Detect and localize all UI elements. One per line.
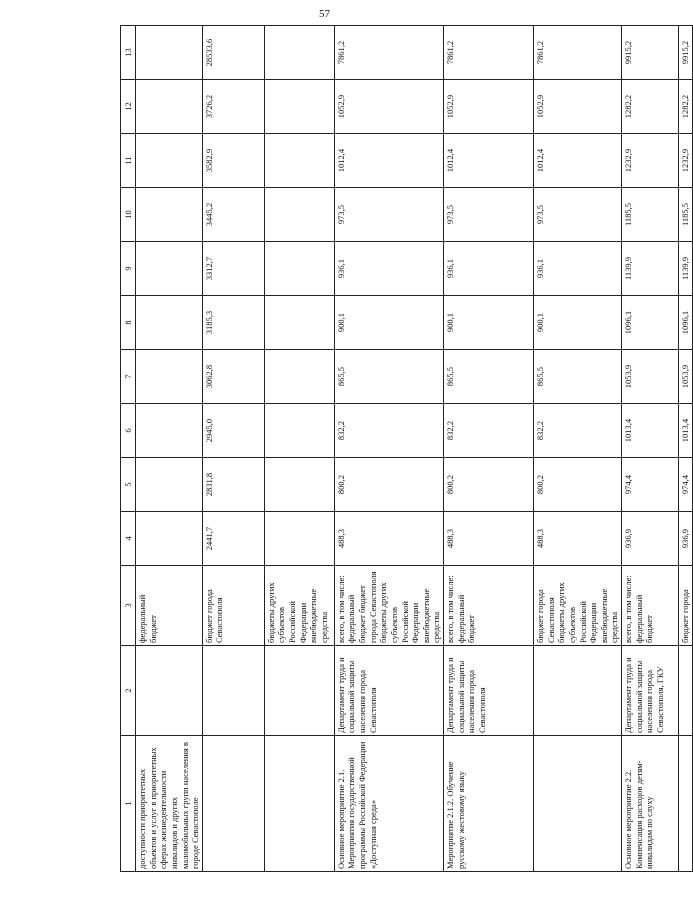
amount-cell: 865,5 <box>534 350 622 404</box>
amount-cell: 7861,2 <box>334 26 443 80</box>
executor-cell <box>534 646 622 736</box>
amount-cell <box>264 512 334 566</box>
column-header: 7 <box>121 350 136 404</box>
amount-cell: 832,2 <box>334 404 443 458</box>
amount-cell: 1052,9 <box>444 80 534 134</box>
amount-cell: 1012,4 <box>444 134 534 188</box>
amount-cell: 3445,2 <box>202 188 264 242</box>
amount-cell: 900,1 <box>444 296 534 350</box>
amount-cell: 865,5 <box>334 350 443 404</box>
program-table <box>120 25 693 872</box>
amount-cell <box>264 134 334 188</box>
amount-cell: 1013,4 <box>622 404 679 458</box>
amount-cell: 973,5 <box>444 188 534 242</box>
amount-cell: 7861,2 <box>444 26 534 80</box>
activity-name-cell <box>679 736 693 872</box>
amount-cell <box>264 404 334 458</box>
amount-cell <box>136 296 203 350</box>
header-row <box>121 26 136 872</box>
table-row <box>444 26 534 872</box>
column-header: 8 <box>121 296 136 350</box>
table-row <box>136 26 203 872</box>
amount-cell: 3582,9 <box>202 134 264 188</box>
amount-cell: 2441,7 <box>202 512 264 566</box>
amount-cell <box>136 350 203 404</box>
amount-cell: 1053,9 <box>679 350 693 404</box>
table-row <box>534 26 622 872</box>
amount-cell: 1185,5 <box>622 188 679 242</box>
amount-cell: 936,1 <box>534 242 622 296</box>
amount-cell: 800,2 <box>334 458 443 512</box>
amount-cell: 1013,4 <box>679 404 693 458</box>
executor-cell: Департамент труда и социальной защиты населения города Севастополя <box>444 646 534 736</box>
funding-source-cell: всего, в том числе: федеральный бюджет <box>622 566 679 646</box>
amount-cell <box>136 134 203 188</box>
amount-cell: 800,2 <box>444 458 534 512</box>
funding-source-cell: всего, в том числе: федеральный бюджет бюджет города Севастополя бюджеты других субъектов Российской Федерации внебюджетные средства <box>334 566 443 646</box>
amount-cell <box>136 512 203 566</box>
funding-source-cell: бюджеты других субъектов Российской Федерации внебюджетные средства <box>264 566 334 646</box>
amount-cell: 936,9 <box>622 512 679 566</box>
activity-name-cell: Мероприятие 2.1.2. Обучение русскому жестовому языку <box>444 736 534 872</box>
amount-cell: 832,2 <box>444 404 534 458</box>
amount-cell: 3062,8 <box>202 350 264 404</box>
activity-name-cell: Основное мероприятие 2.2. Компенсация расходов детям-инвалидам по слуху <box>622 736 679 872</box>
amount-cell <box>136 26 203 80</box>
executor-cell: Департамент труда и социальной защиты населения города Севастополя, ГКУ <box>622 646 679 736</box>
amount-cell: 1052,9 <box>334 80 443 134</box>
column-header: 3 <box>121 566 136 646</box>
amount-cell: 936,9 <box>679 512 693 566</box>
amount-cell <box>136 404 203 458</box>
amount-cell: 1232,9 <box>679 134 693 188</box>
column-header: 6 <box>121 404 136 458</box>
amount-cell: 3185,3 <box>202 296 264 350</box>
amount-cell: 1232,9 <box>622 134 679 188</box>
table-row <box>334 26 443 872</box>
funding-source-cell: бюджет города Севастополя бюджеты других субъектов Российской Федерации внебюджетные средства <box>534 566 622 646</box>
amount-cell: 1012,4 <box>534 134 622 188</box>
amount-cell: 936,1 <box>444 242 534 296</box>
amount-cell: 1139,9 <box>622 242 679 296</box>
amount-cell: 2831,8 <box>202 458 264 512</box>
activity-name-cell <box>202 736 264 872</box>
amount-cell <box>264 242 334 296</box>
executor-cell <box>202 646 264 736</box>
table-body <box>136 26 693 872</box>
executor-cell: Департамент труда и социальной защиты населения города Севастополя <box>334 646 443 736</box>
amount-cell: 973,5 <box>334 188 443 242</box>
table-row <box>264 26 334 872</box>
amount-cell: 900,1 <box>534 296 622 350</box>
column-header: 5 <box>121 458 136 512</box>
amount-cell: 2945,0 <box>202 404 264 458</box>
activity-name-cell: доступности приоритетных объектов и услуг в приоритетных сферах жизнедеятельности инвалидов и других маломобильных групп населения в городе Севастополе <box>136 736 203 872</box>
funding-source-cell: бюджет города Севастополя <box>202 566 264 646</box>
amount-cell: 974,4 <box>679 458 693 512</box>
column-header: 1 <box>121 736 136 872</box>
amount-cell <box>264 26 334 80</box>
amount-cell <box>264 188 334 242</box>
amount-cell: 936,1 <box>334 242 443 296</box>
amount-cell: 488,3 <box>334 512 443 566</box>
amount-cell <box>136 80 203 134</box>
amount-cell: 1139,9 <box>679 242 693 296</box>
amount-cell: 488,3 <box>444 512 534 566</box>
funding-source-cell: бюджет города <box>679 566 693 646</box>
amount-cell: 3726,2 <box>202 80 264 134</box>
amount-cell: 1282,2 <box>679 80 693 134</box>
activity-name-cell: Основное мероприятие 2.1. Мероприятия государственной программы Российской Федерации «Доступная среда» <box>334 736 443 872</box>
amount-cell <box>136 188 203 242</box>
amount-cell: 974,4 <box>622 458 679 512</box>
activity-name-cell <box>264 736 334 872</box>
amount-cell: 865,5 <box>444 350 534 404</box>
column-header: 2 <box>121 646 136 736</box>
amount-cell <box>136 458 203 512</box>
table-row <box>622 26 679 872</box>
column-header: 9 <box>121 242 136 296</box>
table-row <box>202 26 264 872</box>
amount-cell: 900,1 <box>334 296 443 350</box>
amount-cell: 488,3 <box>534 512 622 566</box>
amount-cell: 973,5 <box>534 188 622 242</box>
activity-name-cell <box>534 736 622 872</box>
amount-cell <box>264 458 334 512</box>
executor-cell <box>136 646 203 736</box>
column-header: 10 <box>121 188 136 242</box>
amount-cell: 3312,7 <box>202 242 264 296</box>
amount-cell: 1096,1 <box>622 296 679 350</box>
amount-cell: 28533,6 <box>202 26 264 80</box>
amount-cell: 1096,1 <box>679 296 693 350</box>
column-header: 4 <box>121 512 136 566</box>
column-header: 11 <box>121 134 136 188</box>
column-header: 12 <box>121 80 136 134</box>
table-rotator <box>120 26 690 872</box>
executor-cell <box>264 646 334 736</box>
amount-cell <box>136 242 203 296</box>
amount-cell: 1052,9 <box>534 80 622 134</box>
amount-cell <box>264 296 334 350</box>
page-number: 57 <box>319 8 330 20</box>
amount-cell: 1053,9 <box>622 350 679 404</box>
amount-cell <box>264 80 334 134</box>
amount-cell: 832,2 <box>534 404 622 458</box>
amount-cell: 1012,4 <box>334 134 443 188</box>
executor-cell <box>679 646 693 736</box>
amount-cell: 9915,2 <box>679 26 693 80</box>
amount-cell: 1282,2 <box>622 80 679 134</box>
table-row <box>679 26 693 872</box>
amount-cell: 800,2 <box>534 458 622 512</box>
amount-cell <box>264 350 334 404</box>
funding-source-cell: всего, в том числе: федеральный бюджет <box>444 566 534 646</box>
funding-source-cell: федеральный бюджет <box>136 566 203 646</box>
rotated-table-container <box>120 26 690 872</box>
amount-cell: 9915,2 <box>622 26 679 80</box>
amount-cell: 7861,2 <box>534 26 622 80</box>
amount-cell: 1185,5 <box>679 188 693 242</box>
column-header: 13 <box>121 26 136 80</box>
